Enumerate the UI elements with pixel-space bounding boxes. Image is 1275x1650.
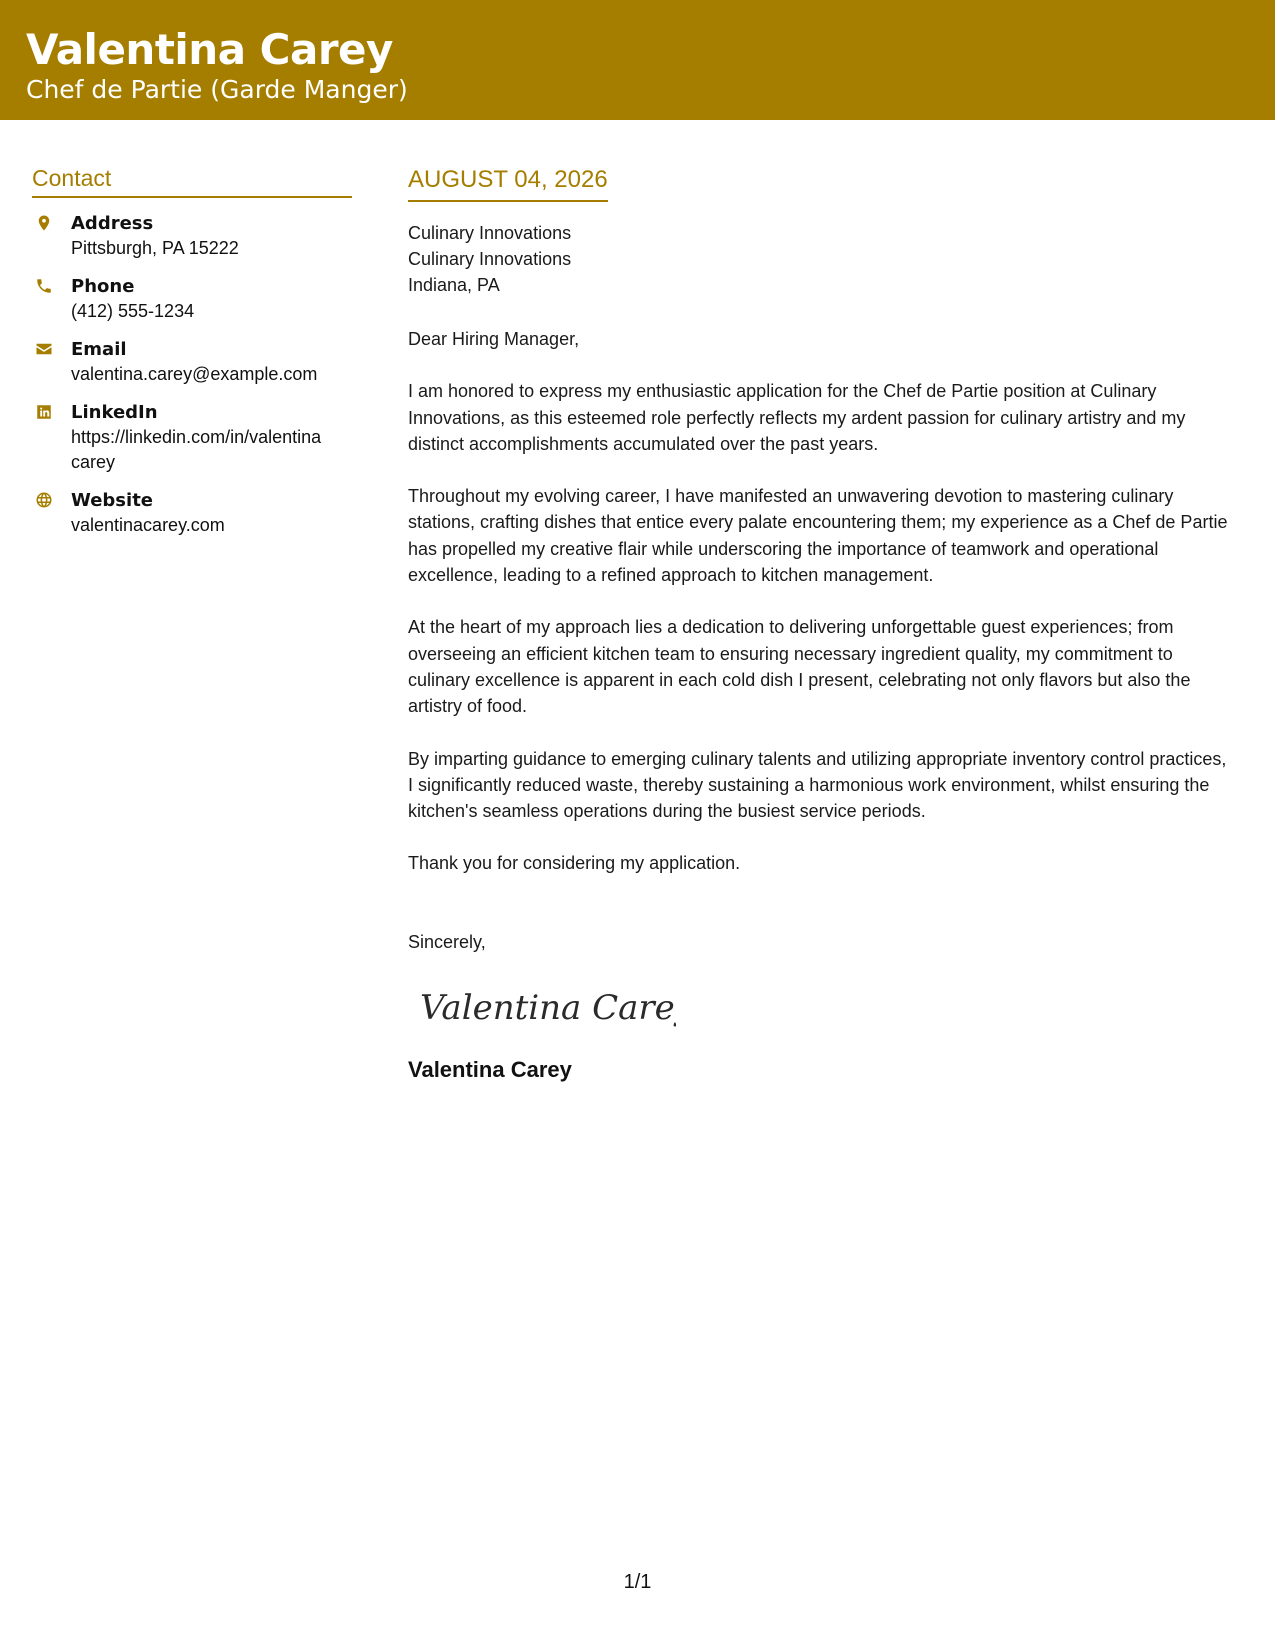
contact-address-label: Address	[71, 213, 154, 234]
recipient-line: Culinary Innovations	[408, 249, 572, 269]
contact-email-label: Email	[71, 339, 127, 360]
contact-phone-label: Phone	[71, 276, 135, 297]
map-pin-icon	[34, 212, 54, 234]
contact-website-label: Website	[71, 490, 154, 511]
globe-icon	[34, 489, 54, 511]
contact-linkedin	[32, 401, 352, 475]
letter-body	[408, 164, 1228, 1085]
contact-email	[32, 338, 352, 387]
applicant-name: Valentina Carey	[26, 25, 393, 74]
signer-name: Valentina Carey	[408, 1056, 572, 1082]
recipient-line: Culinary Innovations	[408, 223, 572, 243]
envelope-icon	[34, 338, 54, 360]
recipient-line: Indiana, PA	[408, 275, 500, 295]
contact-address-value: Pittsburgh, PA 15222	[71, 238, 239, 258]
greeting: Dear Hiring Manager,	[408, 329, 580, 349]
contact-phone	[32, 275, 352, 324]
job-title: Chef de Partie (Garde Manger)	[26, 75, 408, 104]
header-banner	[0, 0, 1275, 120]
signature-text: Valentina Carey	[420, 987, 676, 1028]
paragraph: Thank you for considering my application.	[408, 853, 741, 874]
closing: Sincerely,	[408, 931, 486, 952]
contact-linkedin-value[interactable]: https://linkedin.com/in/valentina carey	[71, 427, 322, 472]
contact-sidebar	[32, 162, 352, 552]
paragraph: I am honored to express my enthusiastic application for the Chef de Partie position at Culinary Innovations, as this esteemed role perfectly reflects my ardent passion for culinary artistry and my distinct accomplishments accumulated over the past years.	[408, 381, 1186, 454]
paragraph: By imparting guidance to emerging culinary talents and utilizing appropriate inventory control practices, I significantly reduced waste, thereby sustaining a harmonious work environment, whilst ensuring the kitchen's seamless operations during the busiest service periods.	[408, 748, 1227, 822]
contact-website	[32, 489, 352, 538]
phone-icon	[34, 275, 54, 297]
paragraph: Throughout my evolving career, I have manifested an unwavering devotion to mastering culinary stations, crafting dishes that entice every palate encountering them; my experience as a Chef de Partie has propelled my creative flair while underscoring the importance of teamwork and operational excellence, leading to a refined approach to kitchen management.	[408, 486, 1228, 586]
contact-section-title: Contact	[32, 162, 352, 198]
linkedin-icon	[34, 401, 54, 423]
contact-linkedin-label: LinkedIn	[71, 402, 158, 423]
contact-address	[32, 212, 352, 261]
letter-date: AUGUST 04, 2026	[408, 164, 608, 202]
signature-image	[416, 979, 676, 1035]
contact-phone-value: (412) 555-1234	[71, 301, 195, 321]
contact-email-value[interactable]: valentina.carey@example.com	[71, 364, 318, 384]
handwritten-signature	[416, 979, 1228, 1035]
recipient-block	[408, 220, 1228, 298]
contact-website-value[interactable]: valentinacarey.com	[71, 515, 225, 535]
paragraph: At the heart of my approach lies a dedication to delivering unforgettable guest experiences; from overseeing an efficient kitchen team to ensuring necessary ingredient quality, my commitment to culinary excellence is apparent in each cold dish I present, celebrating not only flavors but also the artistry of food.	[408, 617, 1191, 717]
page-indicator: 1/1	[623, 1571, 652, 1593]
